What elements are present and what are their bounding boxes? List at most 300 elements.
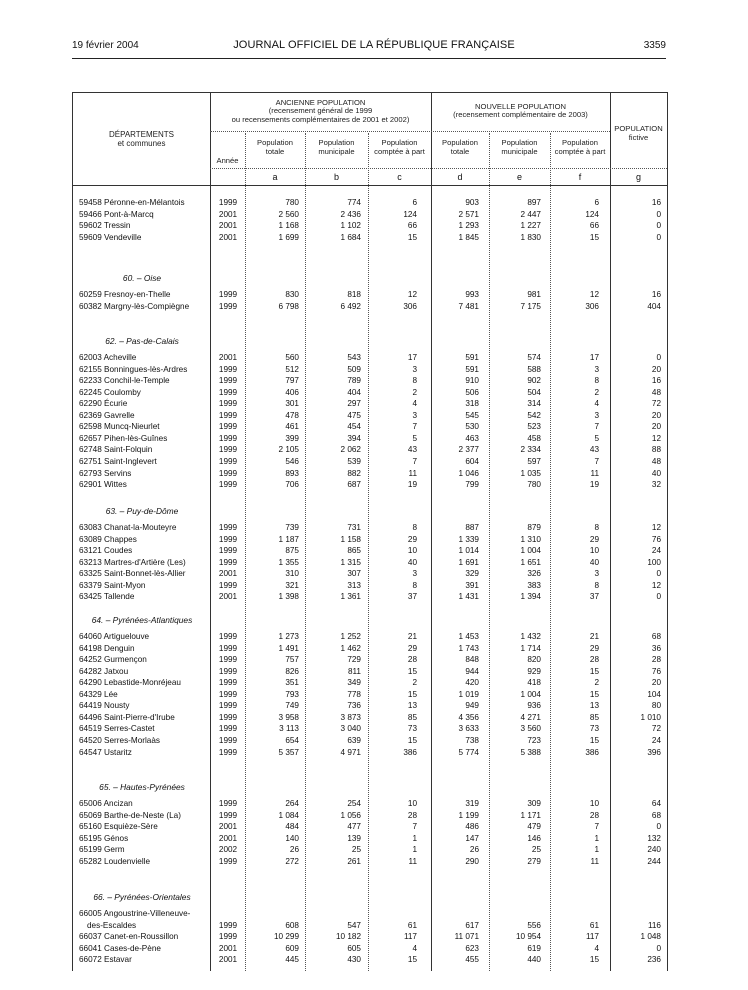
population-part-c: 66: [407, 221, 417, 231]
population-municipale-b: 313: [347, 580, 361, 590]
population-municipale-b: 882: [347, 468, 361, 478]
page-date: 19 février 2004: [72, 40, 139, 51]
population-totale-a: 1 699: [278, 232, 299, 242]
population-municipale-b: 3 040: [340, 724, 361, 734]
population-totale-a: 780: [285, 198, 299, 207]
year: 1999: [218, 198, 238, 207]
population-fictive-g: 20: [651, 364, 661, 374]
population-fictive-g: 68: [651, 810, 661, 820]
population-totale-d: 545: [465, 410, 479, 420]
table-row: [73, 197, 667, 208]
commune-name: 62901 Wittes: [79, 480, 127, 490]
section-title: 62. – Pas-de-Calais: [105, 336, 179, 346]
population-totale-a: 793: [285, 689, 299, 699]
population-totale-a: 6 798: [278, 301, 299, 311]
population-fictive-g: 48: [651, 456, 661, 466]
population-part-c: 15: [407, 735, 417, 745]
population-totale-d: 799: [465, 480, 479, 490]
table-row: [73, 580, 667, 591]
commune-name: 64198 Denguin: [79, 643, 135, 653]
table-row: [73, 747, 667, 758]
page-header: [0, 38, 748, 54]
commune-name: 66005 Angoustrine-Villeneuve-: [79, 909, 191, 918]
population-fictive-g: 64: [651, 799, 661, 808]
population-fictive-g: 244: [647, 856, 661, 866]
year: 2001: [218, 955, 238, 965]
population-fictive-g: 20: [651, 410, 661, 420]
table-row: [73, 398, 667, 409]
table-row: [73, 522, 667, 533]
population-municipale-b: 404: [347, 387, 361, 397]
population-municipale-b: 543: [347, 353, 361, 362]
population-totale-a: 321: [285, 580, 299, 590]
population-fictive-g: 80: [651, 701, 661, 711]
population-fictive-g: 12: [651, 433, 661, 443]
population-fictive-g: 24: [651, 735, 661, 745]
table-row: [73, 943, 667, 954]
population-totale-d: 1 046: [458, 468, 479, 478]
population-totale-a: 608: [285, 920, 299, 930]
population-totale-a: 406: [285, 387, 299, 397]
population-part-c: 1: [412, 833, 417, 843]
year: 2001: [218, 569, 238, 579]
table-row: [73, 677, 667, 688]
commune-name: 65069 Barthe-de-Neste (La): [79, 810, 181, 820]
population-totale-d: 5 774: [458, 747, 479, 757]
population-totale-d: 420: [465, 678, 479, 688]
population-municipale-e: 1 310: [520, 534, 541, 544]
table-row: [73, 689, 667, 700]
population-totale-d: 2 377: [458, 445, 479, 455]
population-totale-d: 1 431: [458, 592, 479, 602]
population-municipale-e: 3 560: [520, 724, 541, 734]
population-fictive-g: 16: [651, 198, 661, 207]
population-totale-a: 1 398: [278, 592, 299, 602]
population-part-f: 7: [594, 822, 599, 832]
population-municipale-b: 865: [347, 546, 361, 556]
table-row: [73, 931, 667, 942]
commune-name: 62748 Saint-Folquin: [79, 445, 153, 455]
year: 1999: [218, 422, 238, 432]
year: 2001: [218, 232, 238, 242]
population-totale-d: 391: [465, 580, 479, 590]
header-col-c: Population comptée à part: [374, 138, 425, 156]
population-municipale-b: 297: [347, 399, 361, 409]
year: 1999: [218, 301, 238, 311]
year: 2001: [218, 353, 238, 362]
population-municipale-b: 349: [347, 678, 361, 688]
year: 2001: [218, 221, 238, 231]
table-row: [73, 456, 667, 467]
year: 1999: [218, 399, 238, 409]
population-totale-d: 290: [465, 856, 479, 866]
letter-e: e: [516, 172, 522, 182]
table-row: [73, 479, 667, 490]
table-row: [73, 735, 667, 746]
population-part-f: 28: [589, 810, 599, 820]
population-municipale-e: 1 227: [520, 221, 541, 231]
commune-name: 60382 Margny-lès-Compiègne: [79, 301, 190, 311]
population-fictive-g: 0: [656, 569, 661, 579]
year: 1999: [218, 410, 238, 420]
population-municipale-b: 1 056: [340, 810, 361, 820]
header-departements: DÉPARTEMENTS et communes: [108, 130, 175, 148]
population-fictive-g: 1 048: [640, 932, 661, 942]
commune-name: 60259 Fresnoy-en-Thelle: [79, 290, 171, 299]
population-part-c: 11: [408, 468, 417, 478]
population-fictive-g: 116: [647, 920, 661, 930]
year: 1999: [218, 735, 238, 745]
population-part-c: 85: [407, 712, 417, 722]
population-municipale-e: 879: [527, 523, 541, 532]
commune-name: 62233 Conchil-le-Temple: [79, 376, 170, 386]
year: 1999: [218, 534, 238, 544]
population-part-c: 7: [412, 422, 417, 432]
population-municipale-b: 1 158: [340, 534, 361, 544]
population-part-c: 15: [407, 666, 417, 676]
year: 2001: [218, 209, 238, 219]
population-table: [72, 92, 668, 971]
population-totale-d: 319: [465, 799, 479, 808]
header-ancienne-population: ANCIENNE POPULATION (recensement général de 1999 ou recensements complémentaires de 2001 et 2002): [231, 98, 410, 124]
commune-name: 64496 Saint-Pierre-d'Irube: [79, 712, 175, 722]
header-population-fictive: POPULATION fictive: [614, 124, 663, 142]
commune-name: 59466 Pont-à-Marcq: [79, 209, 154, 219]
year: 1999: [218, 643, 238, 653]
population-part-c: 3: [412, 410, 417, 420]
year: 1999: [218, 655, 238, 665]
commune-name: 63083 Chanat-la-Mouteyre: [79, 523, 177, 532]
population-municipale-b: 605: [347, 943, 361, 953]
population-municipale-b: 394: [347, 433, 361, 443]
year: 1999: [218, 557, 238, 567]
population-municipale-b: 2 436: [340, 209, 361, 219]
population-part-c: 43: [407, 445, 417, 455]
commune-name: 62598 Muncq-Nieurlet: [79, 422, 160, 432]
header-bottom-rule: [73, 185, 667, 186]
letter-c: c: [397, 172, 402, 182]
population-part-f: 7: [594, 422, 599, 432]
commune-name: 62751 Saint-Inglevert: [79, 456, 157, 466]
year: 2001: [218, 833, 238, 843]
population-part-f: 29: [589, 534, 599, 544]
population-part-f: 15: [589, 955, 599, 965]
year: 2001: [218, 592, 238, 602]
commune-name: 62793 Servins: [79, 468, 132, 478]
table-row: [73, 591, 667, 602]
year: 1999: [218, 932, 238, 942]
table-row: [73, 375, 667, 386]
table-row: [73, 352, 667, 363]
population-municipale-e: 1 714: [520, 643, 541, 653]
population-part-f: 43: [589, 445, 599, 455]
population-municipale-e: 902: [527, 376, 541, 386]
population-part-f: 15: [589, 232, 599, 242]
population-part-c: 124: [403, 209, 417, 219]
population-municipale-e: 5 388: [520, 747, 541, 757]
section-title: 64. – Pyrénées-Atlantiques: [91, 615, 193, 625]
population-fictive-g: 0: [656, 221, 661, 231]
population-part-c: 15: [407, 955, 417, 965]
population-totale-d: 738: [465, 735, 479, 745]
population-totale-a: 875: [285, 546, 299, 556]
population-fictive-g: 0: [656, 943, 661, 953]
table-row: [73, 444, 667, 455]
commune-name: 59609 Vendeville: [79, 232, 142, 242]
population-fictive-g: 36: [651, 643, 661, 653]
population-totale-a: 264: [285, 799, 299, 808]
table-row: [73, 810, 667, 821]
population-municipale-e: 542: [527, 410, 541, 420]
year: 1999: [218, 689, 238, 699]
population-municipale-e: 523: [527, 422, 541, 432]
population-municipale-e: 1 004: [520, 546, 541, 556]
commune-name: 64252 Gurmençon: [79, 655, 147, 665]
population-part-c: 8: [412, 376, 417, 386]
population-municipale-b: 539: [347, 456, 361, 466]
population-totale-d: 1 339: [458, 534, 479, 544]
population-part-f: 21: [589, 632, 599, 641]
header-col-d: Population totale: [442, 138, 478, 156]
population-municipale-b: 811: [347, 666, 361, 676]
population-municipale-e: 383: [527, 580, 541, 590]
population-municipale-b: 6 492: [340, 301, 361, 311]
header-col-b: Population municipale: [318, 138, 355, 156]
table-row: [73, 631, 667, 642]
year: 1999: [218, 523, 238, 532]
population-part-f: 7: [594, 456, 599, 466]
population-fictive-g: 40: [651, 468, 661, 478]
population-part-c: 29: [407, 643, 417, 653]
population-totale-a: 140: [285, 833, 299, 843]
population-part-c: 37: [407, 592, 417, 602]
year: 1999: [218, 810, 238, 820]
population-totale-a: 1 187: [278, 534, 299, 544]
population-fictive-g: 0: [656, 592, 661, 602]
table-row: [73, 387, 667, 398]
letter-g: g: [635, 172, 641, 182]
population-municipale-b: 818: [347, 290, 361, 299]
population-part-c: 4: [412, 399, 417, 409]
population-totale-a: 797: [285, 376, 299, 386]
population-totale-a: 2 560: [278, 209, 299, 219]
population-municipale-b: 454: [347, 422, 361, 432]
population-part-c: 6: [412, 198, 417, 207]
population-municipale-e: 574: [527, 353, 541, 362]
population-part-f: 3: [594, 410, 599, 420]
commune-name: 64060 Artiguelouve: [79, 632, 150, 641]
population-totale-d: 617: [465, 920, 479, 930]
population-part-c: 21: [407, 632, 417, 641]
section-title: 65. – Hautes-Pyrénées: [99, 782, 185, 792]
commune-name: 62290 Écurie: [79, 399, 128, 409]
population-totale-d: 1 019: [458, 689, 479, 699]
commune-name: 62155 Bonningues-lès-Ardres: [79, 364, 188, 374]
table-row: [73, 468, 667, 479]
population-totale-d: 3 633: [458, 724, 479, 734]
population-part-c: 11: [408, 856, 417, 866]
population-municipale-e: 619: [527, 943, 541, 953]
table-row: [73, 545, 667, 556]
population-municipale-e: 440: [527, 955, 541, 965]
year: 1999: [218, 632, 238, 641]
population-municipale-e: 588: [527, 364, 541, 374]
population-part-c: 12: [407, 290, 417, 299]
population-part-f: 29: [589, 643, 599, 653]
population-part-c: 7: [412, 456, 417, 466]
table-row: [73, 908, 667, 919]
population-totale-a: 301: [285, 399, 299, 409]
table-row: [73, 643, 667, 654]
header-divider: [210, 168, 667, 169]
population-municipale-e: 4 271: [520, 712, 541, 722]
population-totale-d: 1 293: [458, 221, 479, 231]
population-part-f: 3: [594, 364, 599, 374]
population-part-f: 28: [589, 655, 599, 665]
population-fictive-g: 12: [651, 580, 661, 590]
population-part-f: 19: [589, 480, 599, 490]
commune-name: 63089 Chappes: [79, 534, 137, 544]
population-part-c: 15: [407, 232, 417, 242]
population-totale-d: 4 356: [458, 712, 479, 722]
population-totale-a: 310: [285, 569, 299, 579]
table-row: [73, 557, 667, 568]
population-fictive-g: 0: [656, 353, 661, 362]
population-municipale-b: 261: [347, 856, 361, 866]
population-municipale-b: 774: [347, 198, 361, 207]
population-fictive-g: 0: [656, 209, 661, 219]
population-municipale-b: 778: [347, 689, 361, 699]
population-municipale-e: 7 175: [520, 301, 541, 311]
table-row: [73, 433, 667, 444]
population-totale-d: 591: [465, 353, 479, 362]
commune-name: 63425 Tallende: [79, 592, 135, 602]
year: 1999: [218, 666, 238, 676]
population-totale-d: 993: [465, 290, 479, 299]
population-part-f: 2: [594, 387, 599, 397]
letter-d: d: [457, 172, 463, 182]
table-row: [73, 920, 667, 931]
population-part-c: 61: [407, 920, 417, 930]
commune-name: 64329 Lée: [79, 689, 118, 699]
population-totale-d: 2 571: [458, 209, 479, 219]
letter-f: f: [578, 172, 582, 182]
population-part-c: 386: [403, 747, 417, 757]
population-municipale-b: 1 315: [340, 557, 361, 567]
population-part-f: 5: [594, 433, 599, 443]
commune-name: 66037 Canet-en-Roussillon: [79, 932, 179, 942]
population-municipale-e: 309: [527, 799, 541, 808]
population-fictive-g: 0: [656, 822, 661, 832]
population-municipale-e: 146: [527, 833, 541, 843]
population-part-f: 15: [589, 735, 599, 745]
population-part-f: 13: [589, 701, 599, 711]
population-municipale-e: 820: [527, 655, 541, 665]
population-totale-d: 1 453: [458, 632, 479, 641]
population-totale-a: 654: [285, 735, 299, 745]
population-totale-d: 1 014: [458, 546, 479, 556]
table-row: [73, 534, 667, 545]
year: 1999: [218, 445, 238, 455]
year: 2001: [218, 943, 238, 953]
commune-name: 65195 Génos: [79, 833, 129, 843]
table-row: [73, 844, 667, 855]
commune-name: 65160 Esquièze-Sère: [79, 822, 158, 832]
population-municipale-e: 556: [527, 920, 541, 930]
population-part-c: 17: [407, 353, 417, 362]
population-fictive-g: 88: [651, 445, 661, 455]
table-row: [73, 289, 667, 300]
population-part-f: 11: [590, 468, 599, 478]
population-totale-d: 910: [465, 376, 479, 386]
population-fictive-g: 20: [651, 422, 661, 432]
commune-name: 62245 Coulomby: [79, 387, 141, 397]
table-row: [73, 232, 667, 243]
population-municipale-b: 307: [347, 569, 361, 579]
population-totale-d: 7 481: [458, 301, 479, 311]
population-part-f: 15: [589, 689, 599, 699]
population-municipale-b: 729: [347, 655, 361, 665]
population-fictive-g: 12: [651, 523, 661, 532]
commune-name: 64282 Jatxou: [79, 666, 129, 676]
table-row: [73, 654, 667, 665]
population-totale-d: 455: [465, 955, 479, 965]
commune-name: 65282 Loudenvielle: [79, 856, 151, 866]
header-col-a: Population totale: [257, 138, 293, 156]
population-totale-d: 506: [465, 387, 479, 397]
population-part-c: 2: [412, 387, 417, 397]
year: 1999: [218, 580, 238, 590]
year: 1999: [218, 456, 238, 466]
population-part-f: 85: [589, 712, 599, 722]
commune-name: 63379 Saint-Myon: [79, 580, 146, 590]
population-part-f: 61: [589, 920, 599, 930]
population-municipale-e: 479: [527, 822, 541, 832]
population-municipale-e: 279: [527, 856, 541, 866]
population-fictive-g: 72: [651, 724, 661, 734]
population-part-f: 124: [585, 209, 599, 219]
population-fictive-g: 16: [651, 290, 661, 299]
table-row: [73, 301, 667, 312]
commune-name: 65006 Ancizan: [79, 799, 133, 808]
commune-name: 66041 Cases-de-Pène: [79, 943, 161, 953]
population-totale-a: 10 299: [273, 932, 299, 942]
commune-name: 63213 Martres-d'Artière (Les): [79, 557, 186, 567]
header-col-f: Population comptée à part: [554, 138, 606, 156]
population-totale-a: 757: [285, 655, 299, 665]
population-totale-d: 903: [465, 198, 479, 207]
population-municipale-b: 10 182: [335, 932, 361, 942]
commune-name: 64290 Lebastide-Monréjeau: [79, 678, 181, 688]
population-totale-a: 893: [285, 468, 299, 478]
population-totale-a: 706: [285, 480, 299, 490]
population-part-f: 6: [594, 198, 599, 207]
commune-name: 64419 Nousty: [79, 701, 130, 711]
population-part-f: 15: [589, 666, 599, 676]
population-fictive-g: 404: [647, 301, 661, 311]
commune-name: des-Escaldes: [87, 920, 137, 930]
population-part-f: 1: [594, 833, 599, 843]
population-totale-d: 1 743: [458, 643, 479, 653]
population-part-c: 19: [407, 480, 417, 490]
population-municipale-e: 780: [527, 480, 541, 490]
population-fictive-g: 24: [651, 546, 661, 556]
population-part-c: 15: [407, 689, 417, 699]
table-row: [73, 209, 667, 220]
population-municipale-e: 504: [527, 387, 541, 397]
population-part-c: 13: [407, 701, 417, 711]
population-totale-d: 26: [469, 845, 479, 855]
